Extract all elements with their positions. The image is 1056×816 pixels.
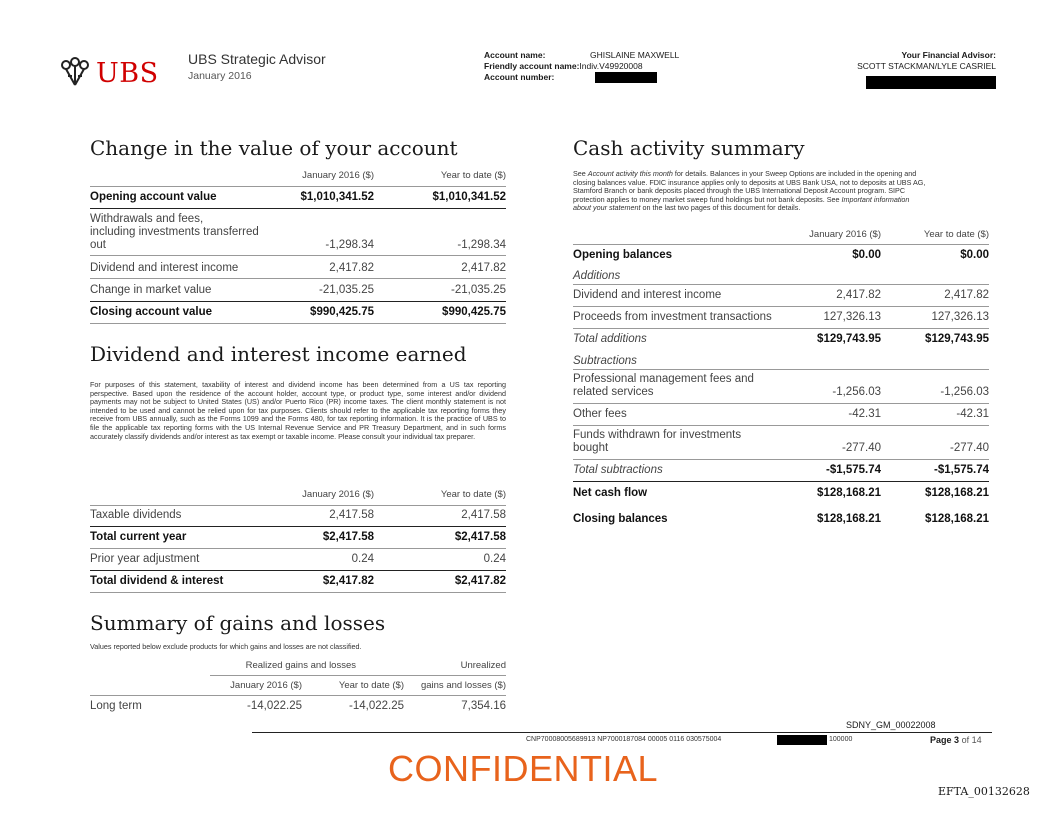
dividend-paragraph: For purposes of this statement, taxability of interest and dividend income has been determined from a US tax reporting perspective. Based upon the residence of the account holder, account type, or product type, some interest and/or dividend payments may not be subject to United States (US) and/or Puerto Rico (PR) income taxes. The client monthly statement is not intended to be used and cannot be relied upon for tax purposes. Clients should refer to the applicable tax reporting forms they receive from UBS annually, such as the Forms 1099 and the Forms 480, for tax reporting information. It is the practice of UBS to file the applicable tax reporting forms with the US Internal Revenue Service and PR Treasury Department, and in such forms accurately classify dividends and/or interest as tax exempt or taxable income. Please consult your individual tax preparer. bbox=[90, 380, 506, 441]
account-name-value: GHISLAINE MAXWELL bbox=[590, 50, 680, 60]
friendly-name-value: Indiv.V49920008 bbox=[579, 61, 643, 71]
additions-label: Additions bbox=[573, 270, 621, 282]
cash-title: Cash activity summary bbox=[573, 136, 805, 160]
col-header-ytd: Year to date ($) bbox=[338, 680, 404, 691]
product-name: UBS Strategic Advisor bbox=[188, 51, 326, 67]
col-header-ytd: Year to date ($) bbox=[440, 170, 506, 181]
gains-table: Realized gains and losses Unrealized January 2016 ($) Year to date ($) gains and losses ($) Long term -14,022.25 -14,022.25 7,354.16 bbox=[90, 660, 506, 712]
bates-number: SDNY_GM_00022008 bbox=[846, 720, 936, 730]
footer-rule bbox=[252, 732, 992, 733]
col-header-ytd: Year to date ($) bbox=[923, 229, 989, 240]
confidential-stamp: CONFIDENTIAL bbox=[388, 748, 659, 789]
three-keys-icon bbox=[58, 57, 92, 87]
friendly-name-label: Friendly account name: bbox=[484, 61, 580, 71]
gains-title: Summary of gains and losses bbox=[90, 611, 386, 635]
cash-table: January 2016 ($) Year to date ($) Opening balances $0.00 $0.00 Additions Dividend and interest income 2,417.82 2,417.82 Proceeds from investment transactions 127,326.13 127,326.13 Total additions $129,743.95 $129,743.95 Subtractions Professional management fees and related services -1,256.03 -1,256.03 Other fees -42.31 -42.31 Funds withdrawn for investments bought -277.40 -277.40 Total subtractions -$1,575.74 -$1,575.74 Net cash flow $128,168.21 $128,168.21 Closing balances $128,168.21 $128,168.21 bbox=[573, 229, 989, 525]
ubs-logo bbox=[58, 55, 158, 95]
dividend-title: Dividend and interest income earned bbox=[90, 342, 467, 366]
advisor-label: Your Financial Advisor: bbox=[901, 50, 996, 60]
col-header-month: January 2016 ($) bbox=[230, 680, 302, 691]
col-header-month: January 2016 ($) bbox=[809, 229, 881, 240]
account-name-label: Account name: bbox=[484, 50, 546, 60]
efta-number: EFTA_00132628 bbox=[938, 785, 1030, 798]
codeline-redaction bbox=[777, 735, 827, 745]
account-number-redaction bbox=[595, 72, 657, 83]
col-header-unrealized: gains and losses ($) bbox=[420, 680, 506, 691]
cash-paragraph: See Account activity this month for details. Balances in your Sweep Options are included in the opening and closing balances value. FDIC insurance applies only to deposits at UBS Bank USA, not to deposits at UBS AG, Stamford Branch or bank deposits placed through the UBS International Deposit Account program. SIPC protection applies to money market sweep fund holdings but not bank deposits. See Important information about your statement on the last two pages of this document for details. bbox=[573, 169, 926, 213]
statement-period: January 2016 bbox=[188, 70, 252, 82]
realized-group-header: Realized gains and losses bbox=[245, 660, 356, 671]
col-header-ytd: Year to date ($) bbox=[440, 489, 506, 500]
page-number: Page 3 of 14 bbox=[930, 735, 982, 745]
advisor-value: SCOTT STACKMAN/LYLE CASRIEL bbox=[857, 61, 996, 71]
dividend-table: January 2016 ($) Year to date ($) Taxable dividends 2,417.58 2,417.58 Total current year $2,417.58 $2,417.58 Prior year adjustment 0.24 0.24 Total dividend & interest $2,417.82 $2,417.82 bbox=[90, 489, 506, 589]
codeline-tail: 100000 bbox=[829, 736, 853, 743]
subtractions-label: Subtractions bbox=[573, 355, 637, 367]
gains-note: Values reported below exclude products for which gains and losses are not classified. bbox=[90, 642, 362, 651]
change-value-table: January 2016 ($) Year to date ($) Opening account value $1,010,341.52 $1,010,341.52 Withdrawals and fees, including investments transferred out -1,298.34 -1,298.34 Dividend and interest income 2,417.82 2,417.82 Change in market value -21,035.25 -21,035.25 Closing account value $990,425.75 $990,425.75 bbox=[90, 170, 506, 330]
change-value-title: Change in the value of your account bbox=[90, 136, 458, 160]
col-header-month: January 2016 ($) bbox=[302, 170, 374, 181]
logo-text: UBS bbox=[96, 58, 159, 89]
col-header-month: January 2016 ($) bbox=[302, 489, 374, 500]
codeline: CNP70008005689913 NP7000187084 00005 0116 030575004 bbox=[526, 736, 722, 743]
advisor-redaction bbox=[866, 76, 996, 89]
account-number-label: Account number: bbox=[484, 72, 555, 82]
unrealized-group-header: Unrealized bbox=[460, 660, 506, 671]
